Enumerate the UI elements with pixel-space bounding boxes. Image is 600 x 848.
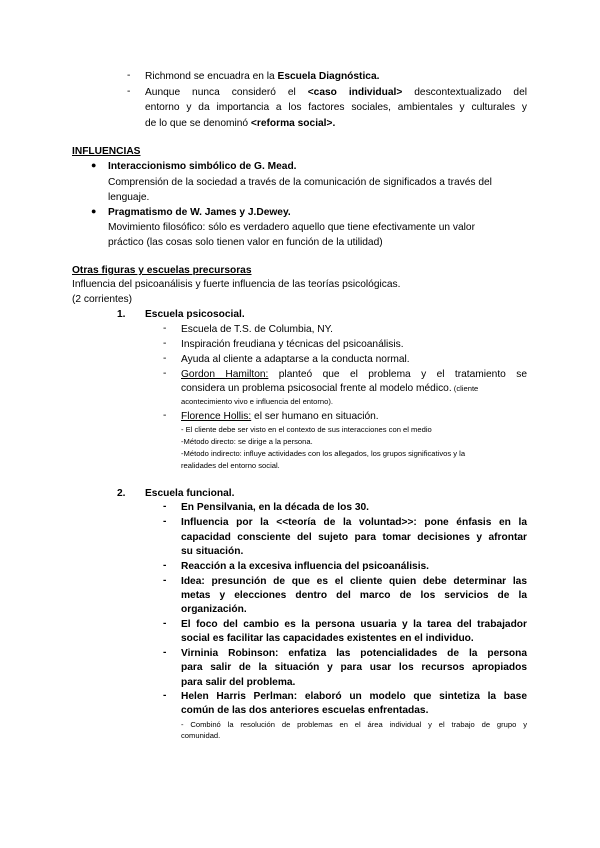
list-item-continued: considera un problema psicosocial frente al modelo médico. (cliente — [181, 383, 479, 394]
author-name: Florence Hollis: — [181, 411, 252, 422]
list-item: Reacción a la excesiva influencia del psicoanálisis. — [181, 561, 430, 572]
influence-text: Comprensión de la sociedad a través de la comunicación de significados a través del — [108, 177, 492, 188]
list-item: Gordon Hamilton: planteó que el problema y el tratamiento se — [181, 369, 527, 380]
dash-marker: - — [127, 86, 131, 97]
list-item-continued: entorno y da importancia a los factores sociales, ambientales y culturales y — [145, 102, 527, 113]
paragraph: Influencia del psicoanálisis y fuerte influencia de las teorías psicológicas. — [72, 279, 401, 290]
dash-marker: - — [163, 647, 167, 658]
influence-text: práctico (las cosas solo tienen valor en función de la utilidad) — [108, 237, 383, 248]
paragraph: (2 corrientes) — [72, 294, 133, 305]
school-title: Escuela psicosocial. — [145, 309, 245, 320]
list-item: Escuela de T.S. de Columbia, NY. — [181, 324, 333, 335]
dash-marker: - — [127, 70, 131, 81]
section-heading-otras: Otras figuras y escuelas precursoras — [72, 265, 252, 276]
list-item-continued: acontecimiento vivo e influencia del entorno). — [181, 397, 333, 406]
bullet-icon: ● — [91, 206, 97, 216]
sub-note: comunidad. — [181, 731, 221, 740]
list-item-continued: metas y elecciones dentro del marco de los servicios de la — [181, 590, 527, 601]
sub-note: - El cliente debe ser visto en el contexto de sus interacciones con el medio — [181, 425, 432, 434]
influence-title: Pragmatismo de W. James y J.Dewey. — [108, 207, 291, 218]
dash-marker: - — [163, 516, 167, 527]
sub-note: realidades del entorno social. — [181, 461, 280, 470]
dash-marker: - — [163, 690, 167, 701]
list-item: Aunque nunca consideró el <caso individual> descontextualizado del — [145, 87, 528, 98]
list-item: Florence Hollis: el ser humano en situación. — [181, 411, 379, 422]
list-item: Idea: presunción de que es el cliente quien debe determinar las — [181, 576, 527, 587]
list-item-continued: común de las dos anteriores escuelas enfrentadas. — [181, 705, 429, 716]
influence-title: Interaccionismo simbólico de G. Mead. — [108, 161, 297, 172]
sub-note: - Combinó la resolución de problemas en el área individual y el trabajo de grupo y — [181, 720, 527, 729]
list-item: El foco del cambio es la persona usuaria y la tarea del trabajador — [181, 619, 527, 630]
sub-note: -Método indirecto: influye actividades con los allegados, los grupos significativos y la — [181, 449, 466, 458]
dash-marker: - — [163, 501, 167, 512]
dash-marker: - — [163, 575, 167, 586]
list-item-continued: para salir del problema. — [181, 677, 296, 688]
list-item-continued: de lo que se denominó <reforma social>. — [145, 118, 336, 129]
list-item-continued: su situación. — [181, 546, 244, 557]
list-item: Helen Harris Perlman: elaboró un modelo que sintetiza la base — [181, 691, 527, 702]
sub-note: -Método directo: se dirige a la persona. — [181, 437, 313, 446]
list-item-continued: social es facilitar las capacidades existentes en el individuo. — [181, 633, 474, 644]
dash-marker: - — [163, 338, 167, 349]
dash-marker: - — [163, 560, 167, 571]
dash-marker: - — [163, 353, 167, 364]
bullet-icon: ● — [91, 160, 97, 170]
list-item: Inspiración freudiana y técnicas del psicoanálisis. — [181, 339, 404, 350]
influence-text: lenguaje. — [108, 192, 150, 203]
author-name: Gordon Hamilton: — [181, 369, 269, 380]
list-item: Richmond se encuadra en la Escuela Diagnóstica. — [145, 71, 380, 82]
list-item-continued: para salir de la situación y para usar los recursos apropiados — [181, 662, 527, 673]
list-item: En Pensilvania, en la década de los 30. — [181, 502, 369, 513]
list-item: Ayuda al cliente a adaptarse a la conducta normal. — [181, 354, 410, 365]
dash-marker: - — [163, 410, 167, 421]
dash-marker: - — [163, 368, 167, 379]
list-item-continued: organización. — [181, 604, 247, 615]
list-item: Virninia Robinson: enfatiza las potencialidades de la persona — [181, 648, 527, 659]
dash-marker: - — [163, 618, 167, 629]
dash-marker: - — [163, 323, 167, 334]
list-item: Influencia por la <<teoría de la voluntad>>: pone énfasis en la — [181, 517, 527, 528]
school-title: Escuela funcional. — [145, 488, 235, 499]
section-heading-influencias: INFLUENCIAS — [72, 146, 141, 157]
list-item-continued: capacidad consciente del sujeto para tomar decisiones y afrontar — [181, 532, 527, 543]
influence-text: Movimiento filosófico: sólo es verdadero aquello que tiene efectivamente un valor — [108, 222, 475, 233]
list-number: 2. — [117, 488, 126, 499]
list-number: 1. — [117, 309, 126, 320]
